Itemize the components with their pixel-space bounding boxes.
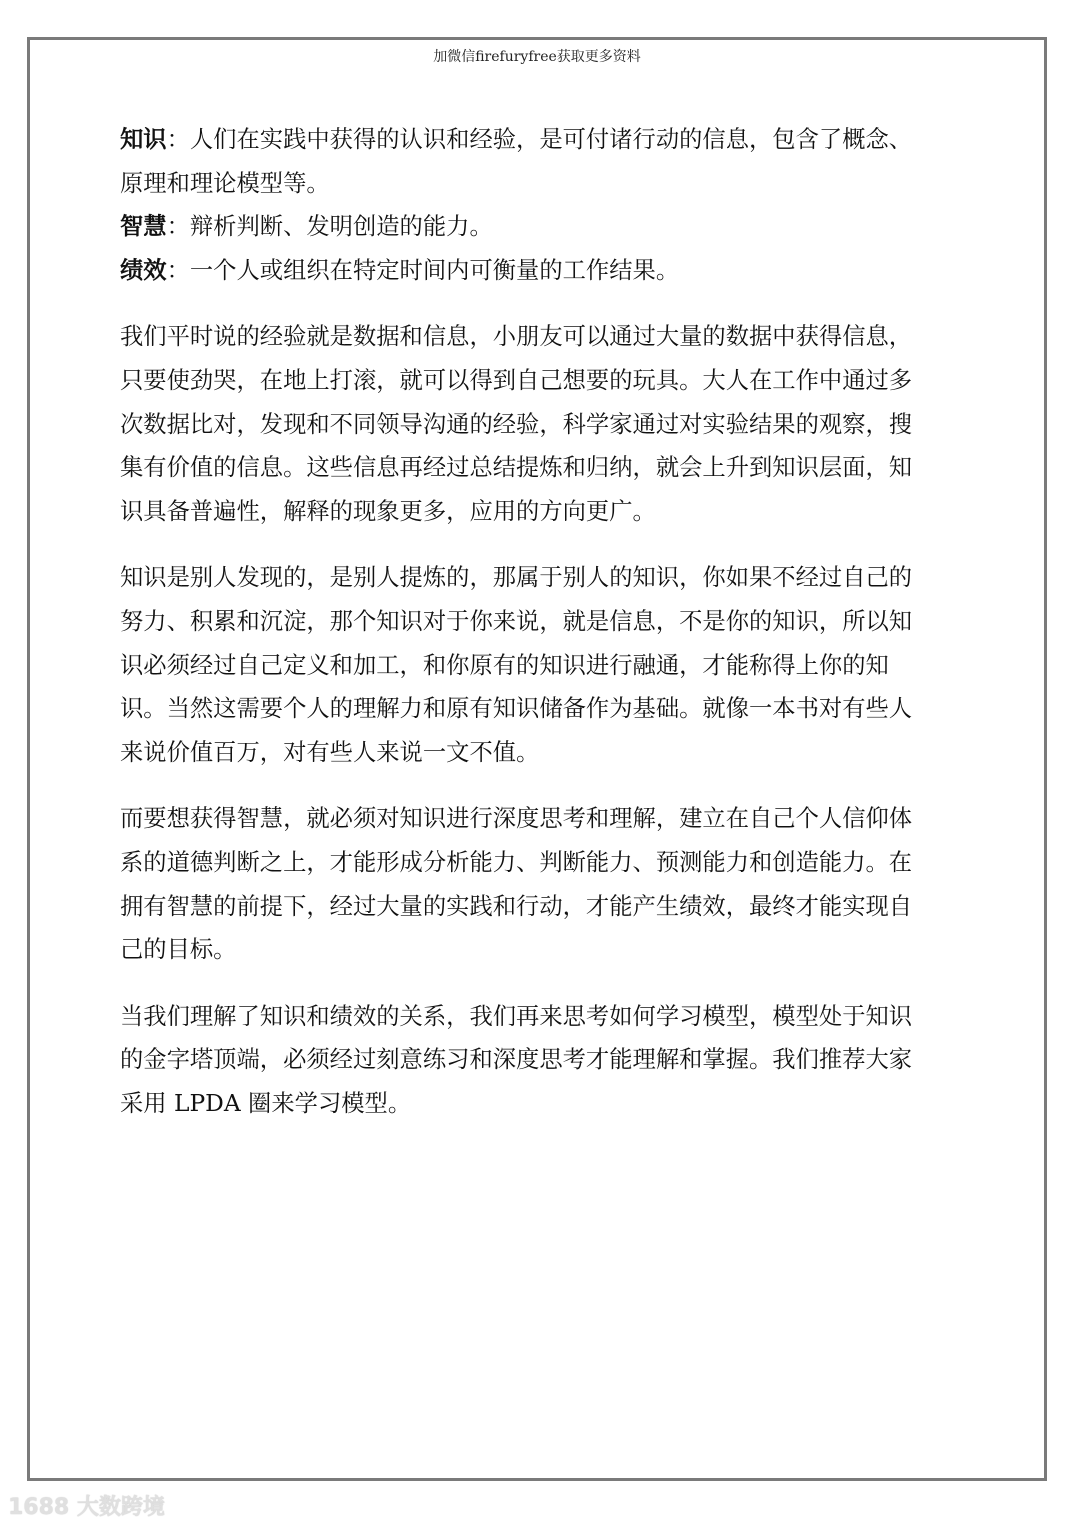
text-line — [120, 118, 980, 162]
text-line: 努力、积累和沉淀，那个知识对于你来说，就是信息，不是你的知识，所以知 — [120, 607, 913, 635]
paragraph — [120, 556, 980, 774]
text-line: 集有价值的信息。这些信息再经过总结提炼和归纳，就会上升到知识层面，知 — [120, 454, 913, 482]
text-line: 次数据比对，发现和不同领导沟通的经验，科学家通过对实验结果的观察，搜 — [120, 410, 913, 438]
page-header: 加微信firefuryfree获取更多资料 — [433, 49, 641, 65]
definition-text: 一个人或组织在特定时间内可衡量的工作结果。 — [189, 256, 680, 284]
document-body — [120, 118, 980, 1125]
text-line: 当我们理解了知识和绩效的关系，我们再来思考如何学习模型，模型处于知识 — [120, 1002, 913, 1030]
watermark-logo: 1688 大数跨境 — [8, 1495, 165, 1520]
text-line — [120, 162, 980, 206]
paragraph — [120, 315, 980, 533]
text-line: 识。当然这需要个人的理解力和原有知识储备作为基础。就像一本书对有些人 — [120, 695, 913, 723]
definition-term: 智慧 — [120, 213, 167, 241]
term-separator: ： — [166, 213, 190, 241]
definition-term: 知识 — [120, 126, 167, 153]
definition-text: 人们在实践中获得的认识和经验，是可付诸行动的信息，包含了概念、 — [189, 126, 913, 153]
text-line — [120, 249, 980, 293]
term-separator: ： — [166, 256, 190, 284]
text-line: 系的道德判断之上，才能形成分析能力、判断能力、预测能力和创造能力。在 — [120, 848, 913, 876]
text-line: 己的目标。 — [120, 936, 237, 964]
text-line — [120, 205, 980, 249]
text-line: 而要想获得智慧，就必须对知识进行深度思考和理解，建立在自己个人信仰体 — [120, 805, 913, 833]
document-page — [27, 37, 1047, 1481]
text-line: 知识是别人发现的，是别人提炼的，那属于别人的知识，你如果不经过自己的 — [120, 564, 913, 592]
definition-item — [120, 249, 980, 293]
definitions-list — [120, 118, 980, 292]
text-line: 识必须经过自己定义和加工，和你原有的知识进行融通，才能称得上你的知 — [120, 651, 889, 679]
definition-item — [120, 118, 980, 205]
term-separator: ： — [166, 126, 190, 153]
paragraphs — [120, 315, 980, 1125]
text-line: 我们平时说的经验就是数据和信息，小朋友可以通过大量的数据中获得信息， — [120, 323, 913, 351]
text-line: 来说价值百万，对有些人来说一文不值。 — [120, 738, 540, 766]
paragraph — [120, 797, 980, 971]
text-line: 拥有智慧的前提下，经过大量的实践和行动，才能产生绩效，最终才能实现自 — [120, 892, 913, 920]
definition-item — [120, 205, 980, 249]
definition-term: 绩效 — [120, 256, 167, 284]
definition-text: 辩析判断、发明创造的能力。 — [189, 213, 493, 241]
text-line: 只要使劲哭，在地上打滚，就可以得到自己想要的玩具。大人在工作中通过多 — [120, 366, 913, 394]
text-line: 采用 LPDA 圈来学习模型。 — [120, 1089, 412, 1117]
definition-text: 原理和理论模型等。 — [120, 169, 330, 197]
text-line: 的金字塔顶端，必须经过刻意练习和深度思考才能理解和掌握。我们推荐大家 — [120, 1046, 913, 1074]
paragraph — [120, 995, 980, 1126]
text-line: 识具备普遍性，解释的现象更多，应用的方向更广。 — [120, 497, 656, 525]
